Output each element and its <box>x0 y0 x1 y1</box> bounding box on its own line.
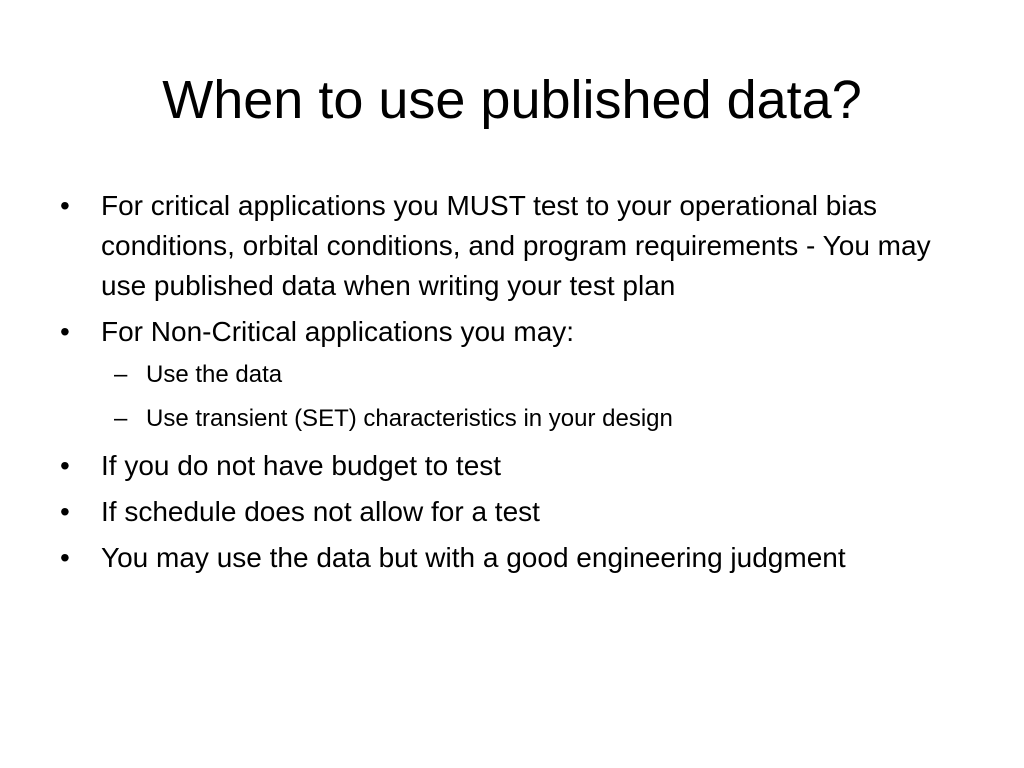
bullet-text: For Non-Critical applications you may: <box>101 316 575 347</box>
sub-bullet-marker: – <box>114 361 128 388</box>
bullet-item <box>56 446 956 486</box>
sub-bullet-text: Use transient (SET) characteristics in your design <box>146 405 673 432</box>
bullet-text: For critical applications you MUST test to your operational bias conditions, orbital conditions, and program requirements - You may use published data when writing your test plan <box>101 190 931 301</box>
bullet-marker: • <box>60 190 70 221</box>
bullet-item <box>56 538 956 578</box>
sub-bullet-text: Use the data <box>146 361 283 388</box>
sub-bullet-marker: – <box>114 405 128 432</box>
bullet-text: You may use the data but with a good engineering judgment <box>101 542 846 573</box>
bullet-item <box>56 492 956 532</box>
sub-bullet-item <box>56 402 956 436</box>
bullet-item <box>56 186 956 306</box>
bullet-marker: • <box>60 496 70 527</box>
sub-bullet-item <box>56 358 956 392</box>
bullet-text: If you do not have budget to test <box>101 450 502 481</box>
bullet-text: If schedule does not allow for a test <box>101 496 540 527</box>
bullet-marker: • <box>60 316 70 347</box>
slide-title: When to use published data? <box>162 70 862 130</box>
bullet-marker: • <box>60 542 70 573</box>
bullet-list <box>56 186 956 584</box>
bullet-marker: • <box>60 450 70 481</box>
bullet-item <box>56 312 956 352</box>
